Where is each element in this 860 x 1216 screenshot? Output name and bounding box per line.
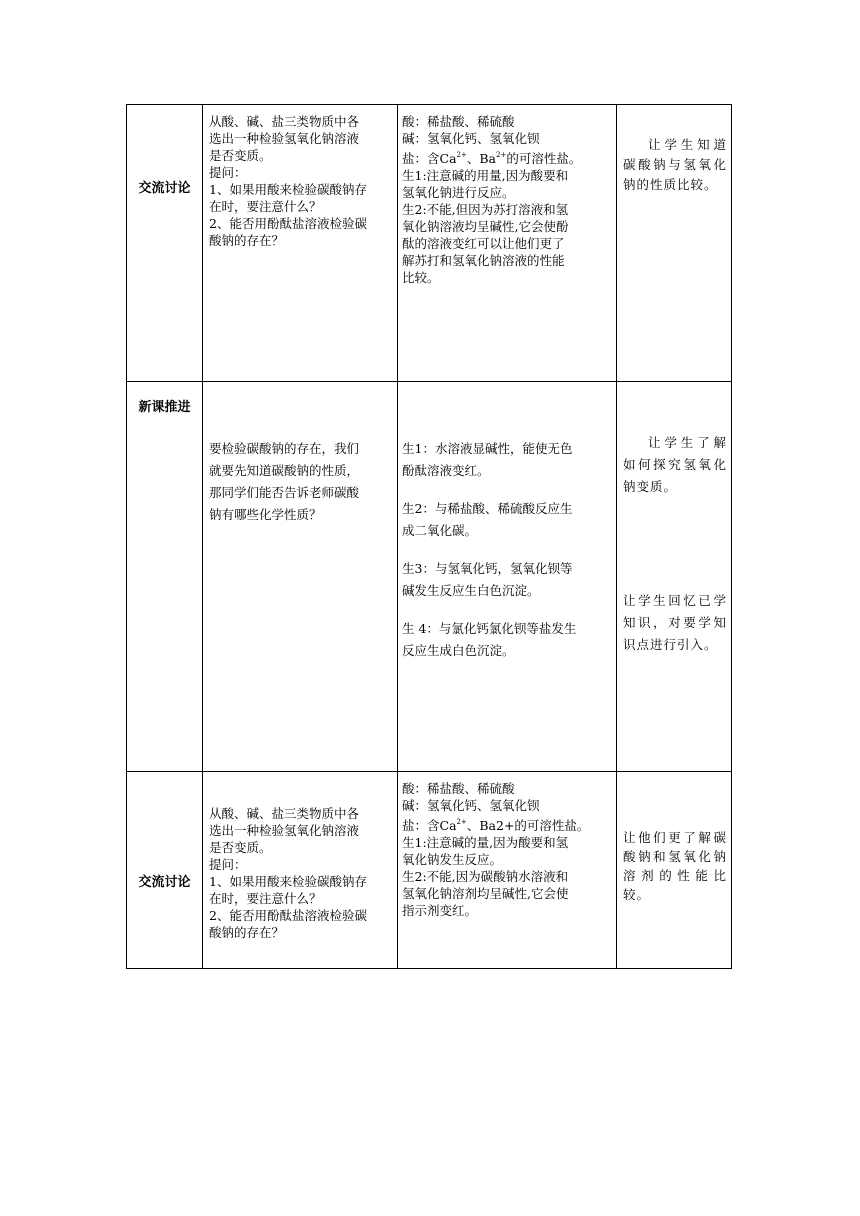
design-intent-cell — [617, 105, 732, 382]
student-text: 酸：稀盐酸、稀硫酸 — [402, 781, 515, 796]
teacher-text: 要检验碳酸钠的存在，我们 — [209, 441, 360, 456]
teacher-text: 1、如果用酸来检验碳酸钠存 — [209, 182, 367, 197]
lesson-table — [126, 104, 732, 969]
stage-label: 交流讨论 — [138, 874, 191, 890]
student-text: 生1:注意碱的用量,因为酸要和 — [402, 168, 569, 183]
teacher-activity-cell — [203, 382, 398, 772]
stage-cell — [127, 105, 203, 382]
charge-superscript: 2+ — [456, 151, 467, 159]
student-text: 反应生成白色沉淀。 — [402, 643, 515, 658]
salt-line — [402, 147, 613, 167]
intent-text: 让他们更了解碳酸钠和氢氧化钠溶剂的性能比较。 — [623, 830, 727, 902]
teacher-text: 提问： — [209, 857, 247, 872]
teacher-text: 在时，要注意什么？ — [209, 199, 322, 214]
teacher-text: 在时，要注意什么？ — [209, 891, 322, 906]
stage-label: 新课推进 — [138, 400, 191, 415]
student-text: 生2：与稀盐酸、稀硫酸反应生 — [402, 501, 573, 516]
student-text: 氧化钠发生反应。 — [402, 852, 503, 867]
student-text: 氢氧化钠溶剂均呈碱性,它会使 — [402, 886, 569, 901]
salt-text: 盐：含Ca — [402, 818, 457, 833]
stage-cell — [127, 382, 203, 772]
student-text: 成二氧化碳。 — [402, 523, 478, 538]
student-text: 生1:注意碱的量,因为酸要和氢 — [402, 835, 569, 850]
student-text: 生 4：与氯化钙氯化钡等盐发生 — [402, 621, 577, 636]
teacher-text: 就要先知道碳酸钠的性质， — [209, 463, 360, 478]
student-activity-cell — [398, 382, 617, 772]
salt-text: 、Ba2+的可溶性盐。 — [466, 818, 590, 833]
student-text: 解苏打和氢氧化钠溶液的性能 — [402, 253, 565, 268]
intent-text: 让学生了解如何探究氢氧化钠变质。 — [623, 435, 727, 494]
teacher-activity-cell — [203, 772, 398, 969]
teacher-text: 从酸、碱、盐三类物质中各 — [209, 114, 360, 129]
student-text: 碱：氢氧化钙、氢氧化钡 — [402, 131, 540, 146]
teacher-text: 选出一种检验氢氧化钠溶液 — [209, 131, 360, 146]
table-row — [127, 772, 732, 969]
student-text: 生2:不能,因为碳酸钠水溶液和 — [402, 869, 569, 884]
table-row — [127, 382, 732, 772]
table-row — [127, 105, 732, 382]
student-text: 生3：与氢氧化钙，氢氧化钡等 — [402, 561, 573, 576]
student-text: 氧化钠溶液均呈碱性,它会使酚 — [402, 219, 569, 234]
stage-label: 交流讨论 — [138, 181, 191, 196]
teacher-text: 是否变质。 — [209, 148, 272, 163]
teacher-text: 2、能否用酚酞盐溶液检验碳 — [209, 908, 367, 923]
teacher-text: 那同学们能否告诉老师碳酸 — [209, 485, 360, 500]
charge-superscript: 2+ — [496, 151, 507, 159]
salt-line — [402, 814, 613, 834]
teacher-text: 钠有哪些化学性质？ — [209, 507, 322, 522]
student-text: 碱发生反应生白色沉淀。 — [402, 583, 540, 598]
teacher-text: 选出一种检验氢氧化钠溶液 — [209, 823, 360, 838]
salt-text: 、Ba — [466, 151, 496, 166]
intent-text: 让学生知道碳酸钠与氢氧化钠的性质比较。 — [623, 137, 727, 192]
teacher-text: 从酸、碱、盐三类物质中各 — [209, 806, 360, 821]
student-activity-cell — [398, 772, 617, 969]
teacher-text: 酸钠的存在？ — [209, 925, 285, 940]
teacher-text: 2、能否用酚酞盐溶液检验碳 — [209, 216, 367, 231]
charge-superscript: 2+ — [456, 818, 467, 826]
student-text: 生1：水溶液显碱性，能使无色 — [402, 441, 573, 456]
student-text: 氢氧化钠进行反应。 — [402, 185, 515, 200]
stage-cell — [127, 772, 203, 969]
teacher-text: 提问： — [209, 165, 247, 180]
design-intent-cell — [617, 382, 732, 772]
student-text: 酞的溶液变红可以让他们更了 — [402, 236, 565, 251]
student-text: 指示剂变红。 — [402, 903, 478, 918]
design-intent-cell — [617, 772, 732, 969]
teacher-text: 1、如果用酸来检验碳酸钠存 — [209, 874, 367, 889]
student-text: 生2:不能,但因为苏打溶液和氢 — [402, 202, 569, 217]
intent-text: 让学生回忆已学知识，对要学知识点进行引入。 — [623, 593, 727, 652]
teacher-text: 酸钠的存在？ — [209, 233, 285, 248]
salt-text: 盐：含Ca — [402, 151, 457, 166]
salt-text: 的可溶性盐。 — [506, 151, 582, 166]
student-text: 比较。 — [402, 270, 440, 285]
student-text: 酸：稀盐酸、稀硫酸 — [402, 114, 515, 129]
teacher-activity-cell — [203, 105, 398, 382]
teacher-text: 是否变质。 — [209, 840, 272, 855]
student-activity-cell — [398, 105, 617, 382]
student-text: 碱：氢氧化钙、氢氧化钡 — [402, 798, 540, 813]
student-text: 酚酞溶液变红。 — [402, 463, 490, 478]
